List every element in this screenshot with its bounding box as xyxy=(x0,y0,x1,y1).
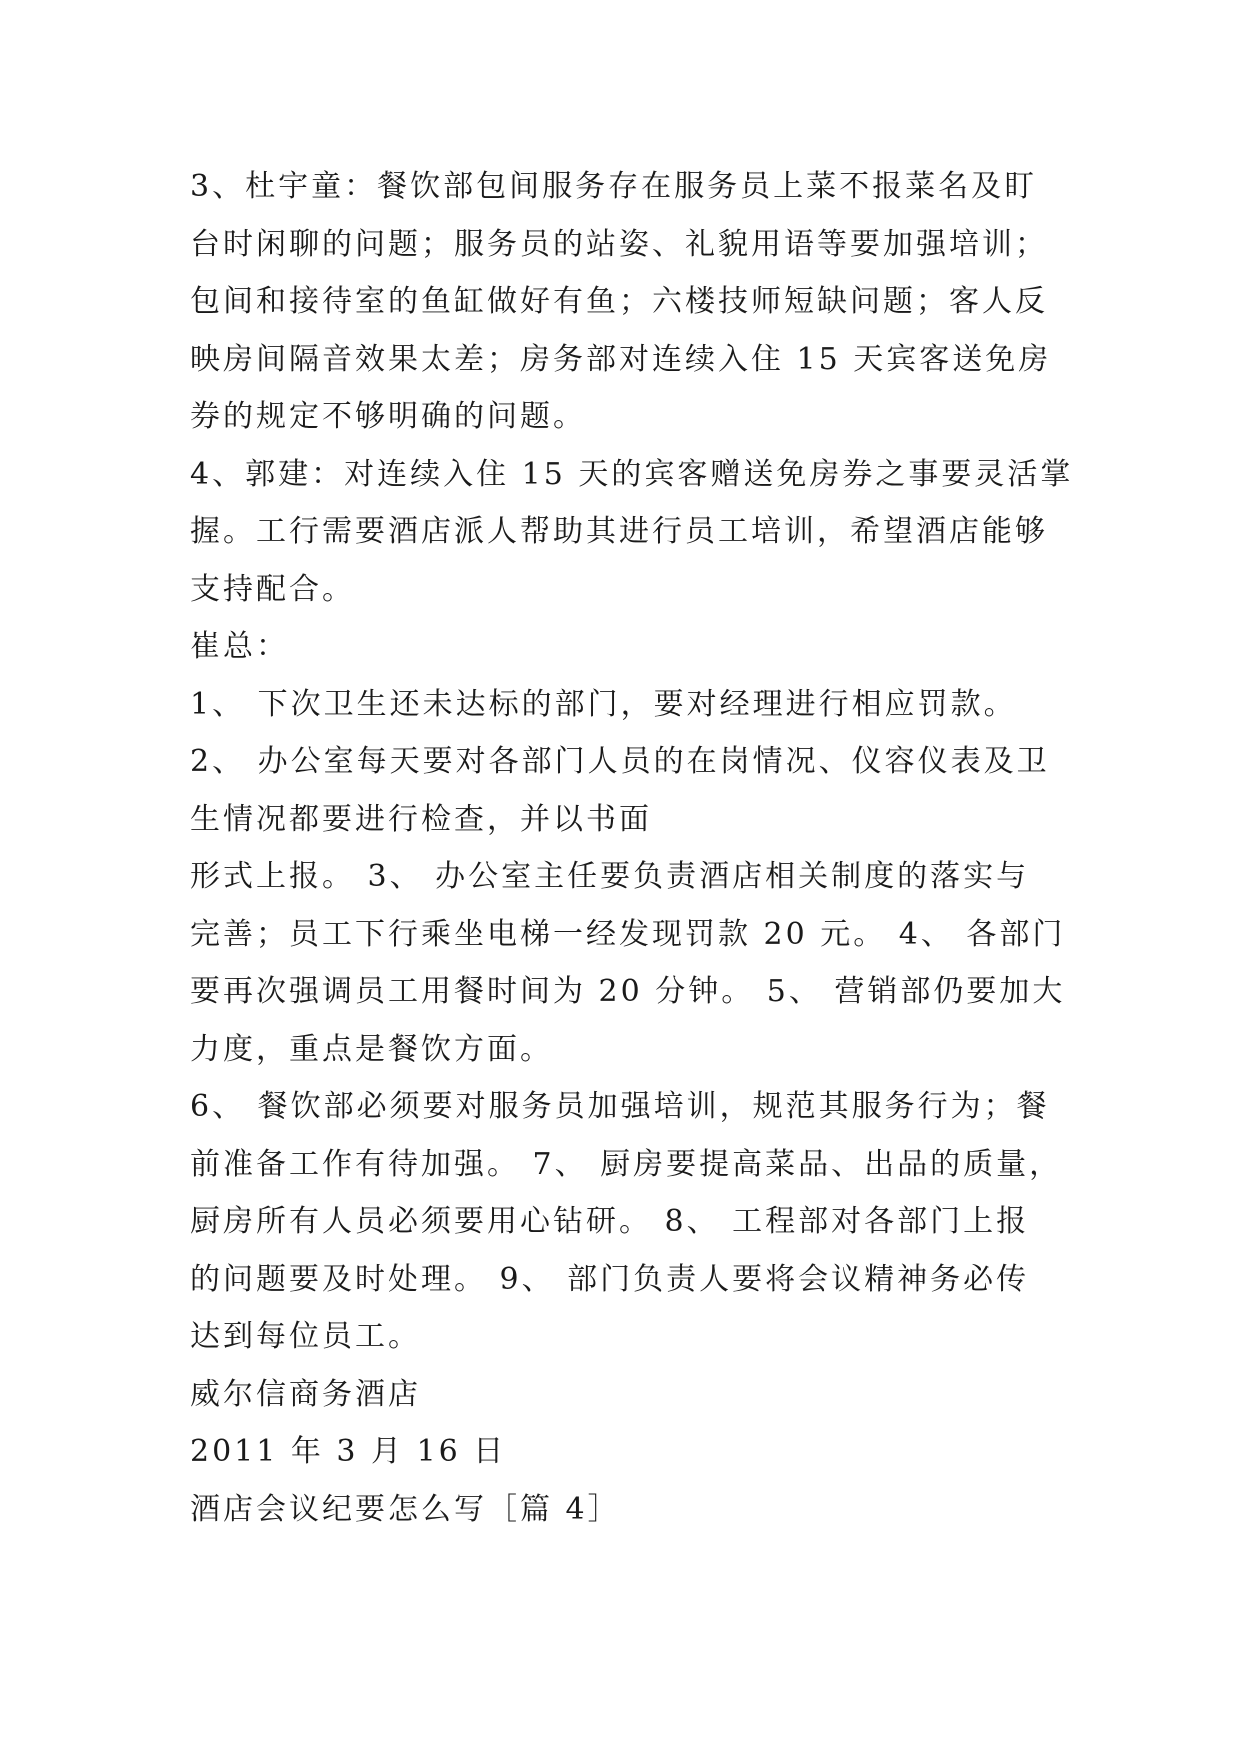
document-body xyxy=(190,158,1074,1538)
text-line: 支持配合。 xyxy=(190,571,355,607)
text-line: 达到每位员工。 xyxy=(190,1319,421,1354)
text-line: 前准备工作有待加强。 7、 厨房要提高菜品、出品的质量， xyxy=(190,1146,1063,1182)
text-line: 2、 办公室每天要对各部门人员的在岗情况、仪容仪表及卫 xyxy=(190,744,1050,779)
signature-date: 2011 年 3 月 16 日 xyxy=(190,1434,507,1469)
signature-organization: 威尔信商务酒店 xyxy=(190,1376,421,1412)
text-line: 包间和接待室的鱼缸做好有鱼；六楼技师短缺问题；客人反 xyxy=(190,284,1048,319)
speaker-heading: 崔总： xyxy=(190,629,289,664)
text-line: 生情况都要进行检查，并以书面 xyxy=(190,801,652,837)
text-line: 3、杜宇童：餐饮部包间服务存在服务员上菜不报菜名及盯 xyxy=(190,169,1038,204)
text-line: 要再次强调员工用餐时间为 20 分钟。 5、 营销部仍要加大 xyxy=(190,974,1066,1009)
text-line: 完善；员工下行乘坐电梯一经发现罚款 20 元。 4、 各部门 xyxy=(190,916,1066,952)
section-heading: 酒店会议纪要怎么写［篇 4］ xyxy=(190,1491,621,1527)
text-line: 厨房所有人员必须要用心钻研。 8、 工程部对各部门上报 xyxy=(190,1204,1030,1239)
text-line: 的问题要及时处理。 9、 部门负责人要将会议精神务必传 xyxy=(190,1261,1030,1297)
text-line: 券的规定不够明确的问题。 xyxy=(190,399,586,434)
text-line: 形式上报。 3、 办公室主任要负责酒店相关制度的落实与 xyxy=(190,859,1030,894)
text-line: 台时闲聊的问题；服务员的站姿、礼貌用语等要加强培训； xyxy=(190,226,1048,262)
text-line: 映房间隔音效果太差；房务部对连续入住 15 天宾客送免房 xyxy=(190,341,1052,377)
text-line: 1、 下次卫生还未达标的部门，要对经理进行相应罚款。 xyxy=(190,686,1017,722)
text-line: 力度，重点是餐饮方面。 xyxy=(190,1031,553,1067)
text-line: 4、郭建：对连续入住 15 天的宾客赠送免房券之事要灵活掌 xyxy=(190,456,1074,492)
text-line: 6、 餐饮部必须要对服务员加强培训，规范其服务行为；餐 xyxy=(190,1089,1050,1124)
text-line: 握。工行需要酒店派人帮助其进行员工培训，希望酒店能够 xyxy=(190,514,1048,549)
